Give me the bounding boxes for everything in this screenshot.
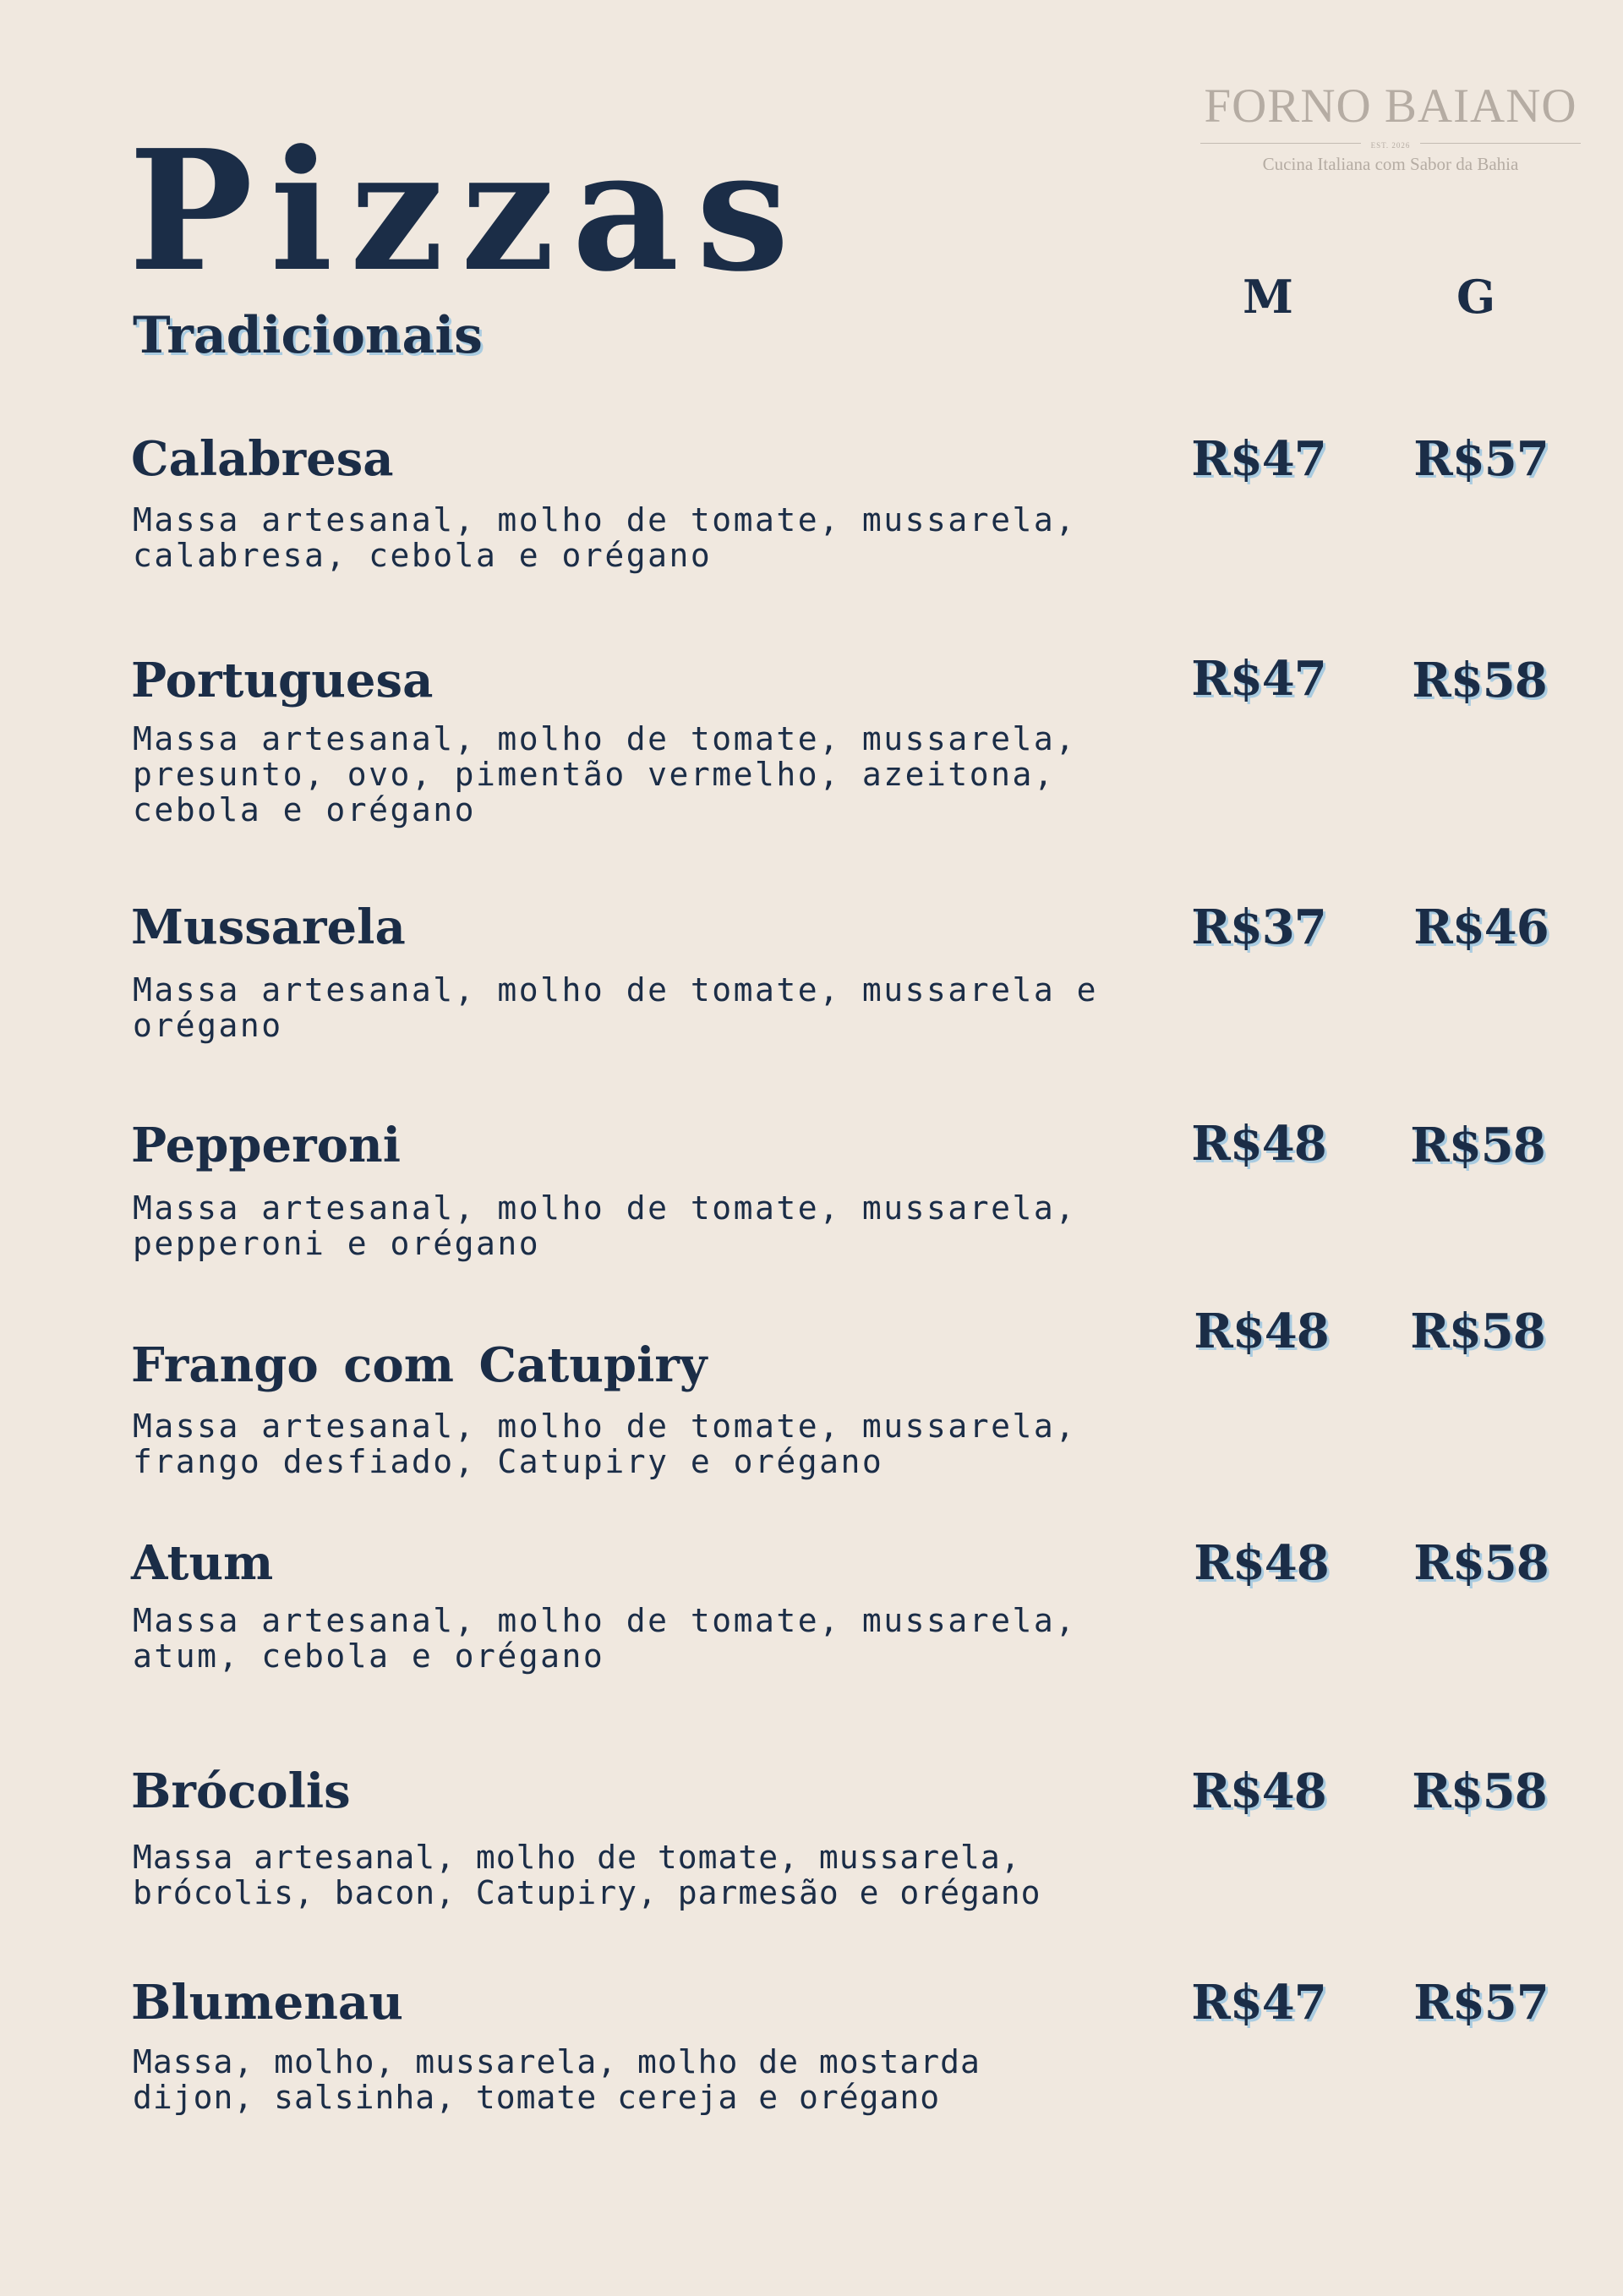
item-description: Massa artesanal, molho de tomate, mussarela e orégano xyxy=(133,971,1099,1044)
item-price-g: R$57 xyxy=(1413,431,1549,487)
logo-established: EST. 2026 xyxy=(1361,138,1421,153)
item-price-m: R$48 xyxy=(1191,1116,1326,1172)
item-description: Massa artesanal, molho de tomate, mussarela, pepperoni e orégano xyxy=(133,1189,1077,1262)
item-price-m: R$47 xyxy=(1191,1975,1326,2031)
item-price-g: R$58 xyxy=(1410,1304,1545,1359)
item-name: Brócolis xyxy=(131,1763,351,1819)
item-price-g: R$58 xyxy=(1412,653,1547,708)
item-name: Blumenau xyxy=(131,1975,403,2031)
item-description: Massa artesanal, molho de tomate, mussarela, frango desfiado, Catupiry e orégano xyxy=(133,1408,1077,1480)
item-price-m: R$48 xyxy=(1191,1763,1326,1819)
item-price-m: R$48 xyxy=(1194,1304,1329,1359)
item-price-g: R$58 xyxy=(1413,1535,1549,1591)
item-name: Atum xyxy=(131,1535,274,1591)
item-price-g: R$57 xyxy=(1413,1975,1549,2031)
item-name: Pepperoni xyxy=(131,1118,402,1173)
item-price-m: R$48 xyxy=(1194,1535,1329,1591)
size-header-g: G xyxy=(1456,270,1496,324)
item-price-g: R$58 xyxy=(1412,1763,1547,1819)
restaurant-logo xyxy=(1200,81,1581,175)
logo-name: FORNO BAIANO xyxy=(1204,79,1577,133)
logo-tagline: Cucina Italiana com Sabor da Bahia xyxy=(1262,154,1519,174)
item-price-m: R$47 xyxy=(1191,431,1326,487)
item-description: Massa artesanal, molho de tomate, mussarela, calabresa, cebola e orégano xyxy=(133,501,1077,574)
item-description: Massa artesanal, molho de tomate, mussarela, atum, cebola e orégano xyxy=(133,1602,1077,1675)
item-price-g: R$58 xyxy=(1410,1118,1545,1173)
size-header-m: M xyxy=(1243,270,1293,324)
item-name: Calabresa xyxy=(131,431,394,487)
menu-subtitle: Tradicionais xyxy=(133,306,483,365)
item-price-m: R$47 xyxy=(1191,651,1326,707)
item-price-g: R$46 xyxy=(1413,899,1549,955)
item-description: Massa artesanal, molho de tomate, mussarela, presunto, ovo, pimentão vermelho, azeitona, cebola e orégano xyxy=(133,720,1077,828)
item-description: Massa artesanal, molho de tomate, mussarela, brócolis, bacon, Catupiry, parmesão e orégano xyxy=(133,1839,1041,1911)
logo-divider xyxy=(1200,135,1581,150)
item-price-m: R$37 xyxy=(1191,899,1326,955)
item-description: Massa, molho, mussarela, molho de mostarda dijon, salsinha, tomate cereja e orégano xyxy=(133,2043,981,2116)
item-name: Mussarela xyxy=(131,899,406,955)
menu-title: Pizzas xyxy=(128,114,806,309)
item-name: Frango com Catupiry xyxy=(131,1337,708,1393)
item-name: Portuguesa xyxy=(131,653,434,708)
